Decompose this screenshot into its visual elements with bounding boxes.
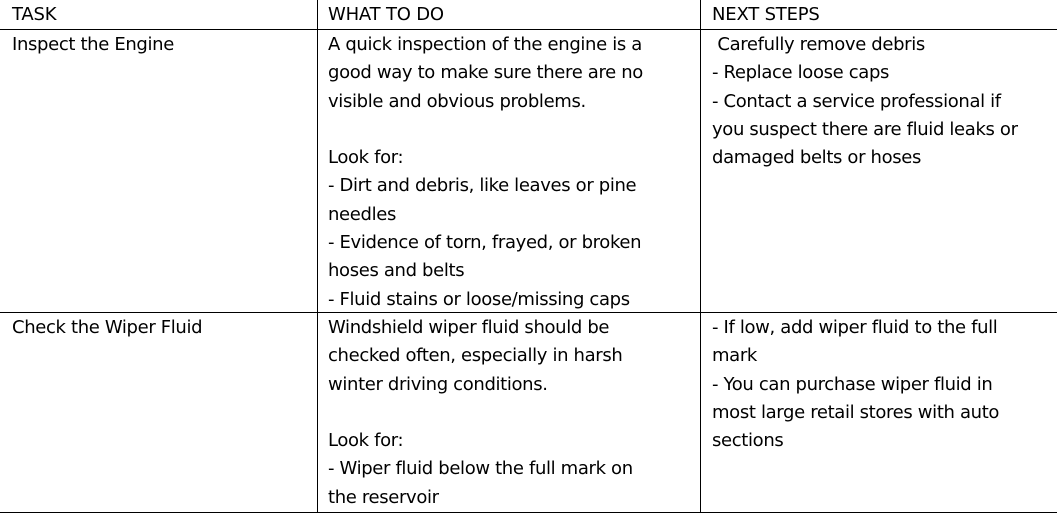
row-1-next-line: you suspect there are fluid leaks or xyxy=(712,118,1018,140)
row-2-next-line: mark xyxy=(712,345,757,367)
row-2-what-line: checked often, especially in harsh xyxy=(328,345,623,367)
row-2-what-to-do xyxy=(328,314,633,512)
header-divider xyxy=(0,29,1057,30)
row-2-task-label: Check the Wiper Fluid xyxy=(12,317,203,338)
column-divider-1 xyxy=(317,0,318,513)
row-1-what-line: A quick inspection of the engine is a xyxy=(328,34,642,55)
row-1-what-line: - Dirt and debris, like leaves or pine xyxy=(328,175,637,197)
row-1-next-steps xyxy=(712,31,1018,172)
row-1-task xyxy=(12,31,174,59)
header-next-label: NEXT STEPS xyxy=(712,4,820,25)
row-2-task xyxy=(12,314,202,342)
row-1-what-to-do xyxy=(328,31,643,314)
row-1-what-line: hoses and belts xyxy=(328,260,465,282)
row-2-next-line: most large retail stores with auto xyxy=(712,401,1000,423)
row-1-task-label: Inspect the Engine xyxy=(12,34,174,55)
row-2-next-line: - If low, add wiper fluid to the full xyxy=(712,317,998,338)
row-1-what-line: - Evidence of torn, frayed, or broken xyxy=(328,232,642,254)
row-2-what-line: the reservoir xyxy=(328,486,439,508)
row-2-next-line: - You can purchase wiper fluid in xyxy=(712,373,993,395)
row-2-what-line: winter driving conditions. xyxy=(328,373,548,395)
header-what-to-do xyxy=(328,1,444,29)
row-2-next-line: sections xyxy=(712,430,784,452)
row-1-next-line: damaged belts or hoses xyxy=(712,147,922,169)
header-what-label: WHAT TO DO xyxy=(328,4,444,25)
row-1-next-line: - Replace loose caps xyxy=(712,62,890,84)
row-2-what-line: Windshield wiper fluid should be xyxy=(328,317,610,338)
row-2-what-line: - Wiper fluid below the full mark on xyxy=(328,458,633,480)
header-task xyxy=(12,1,56,29)
row-1-what-line: good way to make sure there are no xyxy=(328,62,643,84)
row-1-next-line: - Contact a service professional if xyxy=(712,90,1001,112)
row-1-what-line: - Fluid stains or loose/missing caps xyxy=(328,288,630,310)
row-1-next-line: Carefully remove debris xyxy=(712,34,925,55)
row-2-next-steps xyxy=(712,314,999,455)
row-1-what-line: Look for: xyxy=(328,147,404,169)
row-1-what-line: needles xyxy=(328,203,396,225)
row-1-what-line: visible and obvious problems. xyxy=(328,90,586,112)
row-1-what-blank xyxy=(328,116,643,144)
column-divider-2 xyxy=(700,0,701,513)
row-2-what-line: Look for: xyxy=(328,430,404,452)
header-next-steps xyxy=(712,1,820,29)
row-2-what-blank xyxy=(328,399,633,427)
header-task-label: TASK xyxy=(12,4,57,25)
